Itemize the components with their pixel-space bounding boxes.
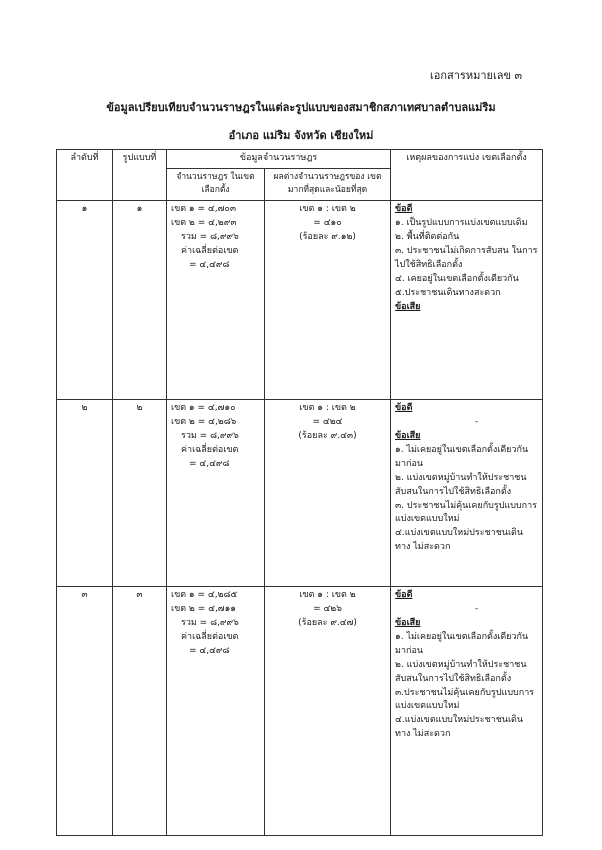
row-population: เขต ๑ = ๔,๒๘๕ เขต ๒ = ๔,๗๑๑ รวม = ๘,๙๙๖ ค่าเฉลี่ยต่อเขต = ๔,๔๙๘ [167,586,265,835]
list-item: ๓. ประชาชนไม่เกิดการสับสน ในการไปใช้สิทธิเลือกตั้ง [395,245,538,270]
empty-dash: - [475,603,479,614]
advantages-label: ข้อดี [395,402,413,413]
page-title: ข้อมูลเปรียบเทียบจำนวนราษฎรในแต่ละรูปแบบของสมาชิกสภาเทศบาลตำบลแม่ริม [106,101,496,114]
row-difference: เขต ๑ : เขต ๒ = ๔๑๐ (ร้อยละ ๙.๑๒) [265,200,391,399]
disadvantages-label: ข้อเสีย [395,301,421,312]
header-reason: เหตุผลของการแบ่ง เขตเลือกตั้ง [391,150,543,201]
row-difference: เขต ๑ : เขต ๒ = ๔๒๔ (ร้อยละ ๙.๔๓) [265,399,391,586]
list-item: ๒. แบ่งเขตหมู่บ้านทำให้ประชาชน สับสนในการไปใช้สิทธิเลือกตั้ง [395,472,527,497]
disadvantages-label: ข้อเสีย [395,430,421,441]
row-population: เขต ๑ = ๔,๗๐๓ เขต ๒ = ๔,๒๙๓ รวม = ๘,๙๙๖ ค่าเฉลี่ยต่อเขต = ๔,๔๙๘ [167,200,265,399]
advantages-label: ข้อดี [395,203,413,214]
row-pattern: ๓ [113,586,167,835]
list-item: ๒. แบ่งเขตหมู่บ้านทำให้ประชาชน สับสนในการไปใช้สิทธิเลือกตั้ง [395,659,527,684]
list-item: ๔.แบ่งเขตแบบใหม่ประชาชนเดินทาง ไม่สะดวก [395,528,524,553]
row-order: ๒ [57,399,113,586]
table-row [57,200,543,399]
document-number: เอกสารหมายเลข ๓ [430,69,522,82]
list-item: ๔.แบ่งเขตแบบใหม่ประชาชนเดินทาง ไม่สะดวก [395,715,524,740]
row-reason [391,200,543,399]
disadvantages-label: ข้อเสีย [395,617,421,628]
header-population-info: ข้อมูลจำนวนราษฎร [167,150,391,169]
row-reason [391,586,543,835]
list-item: ๔. เคยอยู่ในเขตเลือกตั้งเดียวกัน [395,273,519,284]
header-order: ลำดับที่ [57,150,113,201]
list-item: ๑. ไม่เคยอยู่ในเขตเลือกตั้งเดียวกัน มาก่อน [395,444,529,469]
page-subtitle: อำเภอ แม่ริม จังหวัด เชียงใหม่ [228,129,374,142]
list-item: ๑. ไม่เคยอยู่ในเขตเลือกตั้งเดียวกัน มาก่อน [395,631,529,656]
row-population: เขต ๑ = ๔,๗๑๐ เขต ๒ = ๔,๒๘๖ รวม = ๘,๙๙๖ ค่าเฉลี่ยต่อเขต = ๔,๔๙๘ [167,399,265,586]
row-difference: เขต ๑ : เขต ๒ = ๔๒๖ (ร้อยละ ๙.๔๗) [265,586,391,835]
table-row [57,399,543,586]
table-row [57,586,543,835]
row-order: ๑ [57,200,113,399]
row-reason [391,399,543,586]
list-item: ๓.ประชาชนไม่คุ้นเคยกับรูปแบบการ แบ่งเขตแบบใหม่ [395,687,535,712]
row-pattern: ๑ [113,200,167,399]
list-item: ๑. เป็นรูปแบบการแบ่งเขตแบบเดิม [395,217,528,228]
header-pop-in-zone: จำนวนราษฎร ในเขตเลือกตั้ง [167,168,265,200]
empty-dash: - [475,416,479,427]
list-item: ๓. ประชาชนไม่คุ้นเคยกับรูปแบบการ แบ่งเขตแบบใหม่ [395,500,537,525]
list-item: ๕.ประชาชนเดินทางสะดวก [395,287,501,298]
header-pop-diff: ผลต่างจำนวนราษฎรของ เขตมากที่สุดและน้อยที่สุด [265,168,391,200]
row-pattern: ๒ [113,399,167,586]
list-item: ๒. พื้นที่ติดต่อกัน [395,231,460,242]
population-comparison-table [56,149,543,836]
header-pattern: รูปแบบที่ [113,150,167,201]
advantages-label: ข้อดี [395,589,413,600]
row-order: ๓ [57,586,113,835]
